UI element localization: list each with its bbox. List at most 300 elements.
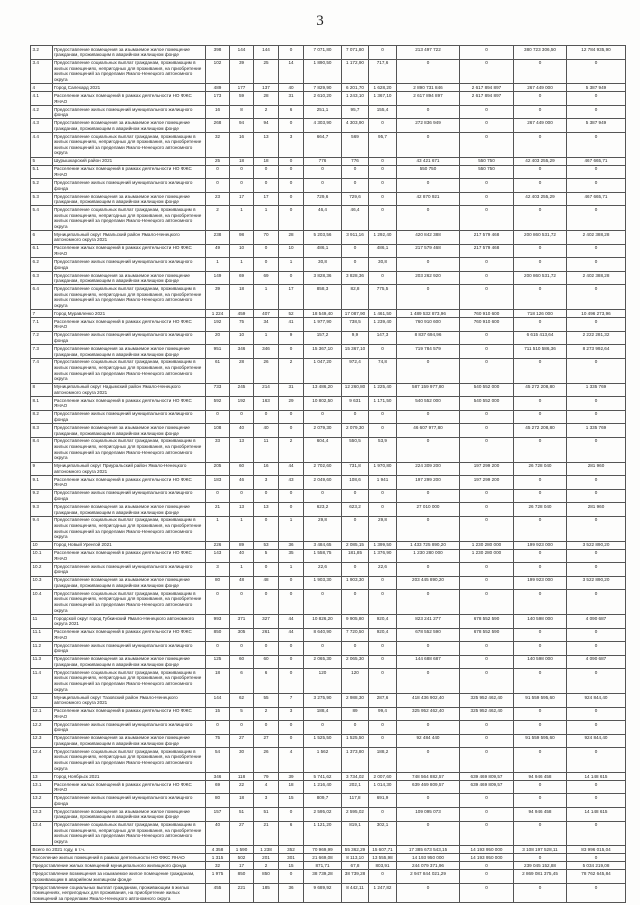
row-description-cell: Предоставление социальных выплат гражданам, проживающим в жилых помещениях, непригодных для проживания, на приобретение жилых помещений за пределами Ямало-Ненецкого автономного округа [53,285,206,310]
value-cell: 22,6 [369,563,397,577]
value-cell: 0 [254,411,279,425]
value-cell: 91 559 595,60 [514,694,567,708]
value-cell: 2 617 894 897 [460,84,514,92]
value-cell: 217 579 468 [460,231,514,245]
value-cell: 217 579 468 [397,245,460,259]
value-cell: 592 [206,397,230,411]
value-cell: 15 367,10 [342,345,369,359]
value-cell: 924 844,40 [567,694,626,708]
value-cell: 0 [514,708,567,722]
value-cell: 459 [230,310,254,318]
value-cell: 144 [206,694,230,708]
value-cell: 729,6 [304,193,342,207]
value-cell: 281 960 [567,463,626,477]
value-cell: 13 486,20 [304,384,342,398]
value-cell: 199 923 000 [514,577,567,591]
value-cell: 0 [567,854,626,862]
value-cell: 325 952 462,40 [460,694,514,708]
value-cell: 1 373,80 [342,748,369,773]
row-description-cell: Город Салехард 2021 [53,84,206,92]
table-row [31,808,626,822]
value-cell: 177 [230,84,254,92]
value-cell: 42 403 255,29 [514,193,567,207]
value-cell: 0 [397,490,460,504]
value-cell: 22 [230,781,254,795]
value-cell: 3 522 890,20 [567,542,626,550]
value-cell: 0 [460,119,514,133]
value-cell: 2 [254,106,279,120]
value-cell: 733 [206,384,230,398]
value-cell: 0 [567,629,626,643]
value-cell: 0 [397,206,460,231]
value-cell: 41 [279,318,304,332]
value-cell: 30,8 [369,258,397,272]
value-cell: 6 [279,822,304,847]
table-row [31,179,626,193]
value-cell: 8 [230,106,254,120]
value-cell: 239 045 152,88 [514,862,567,870]
value-cell: 0 [304,179,342,193]
value-cell: 1 239,40 [369,318,397,332]
value-cell: 2 [279,359,304,384]
value-cell: 604,4 [304,438,342,463]
value-cell: 4 303,90 [304,119,342,133]
row-number-cell: 9.3 [31,503,53,517]
value-cell: 0 [369,193,397,207]
row-description-cell: Предоставление возмещения за изымаемое жилое помещение гражданам, проживающим в аварийном жилищном фонде [53,656,206,670]
value-cell: 0 [342,590,369,615]
table-row [31,503,626,517]
row-description-cell: Расселение жилых помещений в рамках деятельности НО ФЖС ЯНАО [53,397,206,411]
value-cell: 0 [567,206,626,231]
value-cell: 197 299 200 [397,476,460,490]
value-cell: 10 496 273,96 [567,310,626,318]
row-description-cell: Предоставление жилых помещений муниципального жилищного фонда [53,332,206,346]
value-cell: 0 [369,656,397,670]
value-cell: 540 552 000 [397,397,460,411]
value-cell: 140 598 000 [514,615,567,629]
value-cell: 18 [230,794,254,808]
value-cell: 17 [230,862,254,870]
value-cell: 0 [304,411,342,425]
value-cell: 993 [206,615,230,629]
value-cell: 15 367,10 [304,345,342,359]
value-cell: 1 [230,517,254,542]
value-cell: 623,2 [342,503,369,517]
value-cell: 261 [254,629,279,643]
value-cell: 4 [254,781,279,795]
value-cell: 21 669,08 [304,854,342,862]
value-cell: 188,4 [304,708,342,722]
table-row [31,656,626,670]
value-cell: 9 905,80 [342,615,369,629]
value-cell: 1 243,10 [342,92,369,106]
value-cell: 0 [369,424,397,438]
table-row [31,84,626,92]
value-cell: 3 734,02 [342,773,369,781]
value-cell: 0 [304,490,342,504]
value-cell: 587 159 977,80 [397,384,460,398]
value-cell: 46 [230,476,254,490]
row-number-cell: 12 [31,694,53,708]
value-cell: 53 [254,542,279,550]
value-cell: 0 [460,272,514,286]
value-cell: 1 367,10 [369,92,397,106]
value-cell: 1 [279,563,304,577]
value-cell: 0 [254,721,279,735]
value-cell: 188,2 [369,748,397,773]
value-cell: 858,3 [304,285,342,310]
value-cell: 203 445 890,20 [397,577,460,591]
table-row [31,822,626,847]
row-description-cell: Предоставление жилых помещений муниципального жилищного фонда [53,794,206,808]
row-number-cell: 5.2 [31,179,53,193]
row-description-cell: Предоставление возмещения за изымаемое жилое помещение гражданам, проживающим в аварийном жилищном фонде [53,272,206,286]
value-cell: 711 510 586,36 [514,345,567,359]
value-cell: 0 [342,179,369,193]
value-cell: 2 065,30 [304,656,342,670]
value-cell: 183 [206,476,230,490]
value-cell: 0 [514,669,567,694]
value-cell: 301 [279,854,304,862]
value-cell: 30,8 [304,258,342,272]
value-cell: 678 552 590 [397,629,460,643]
value-cell: 0 [567,822,626,847]
table-row [31,590,626,615]
table-row [31,781,626,795]
value-cell: 7 071,80 [304,46,342,60]
value-cell: 21 [206,503,230,517]
value-cell: 55 [254,694,279,708]
row-number-cell: 13.2 [31,794,53,808]
row-description-cell: Шурышкарский район 2021 [53,158,206,166]
value-cell: 40 [254,424,279,438]
value-cell: 0 [460,46,514,60]
value-cell: 0 [206,642,230,656]
value-cell: 0 [254,563,279,577]
value-cell: 69 [254,272,279,286]
value-cell: 1 224 [206,310,230,318]
value-cell: 2 890 731 846 [397,84,460,92]
value-cell: 0 [460,721,514,735]
value-cell: 18 [206,669,230,694]
value-cell: 25 [254,60,279,85]
table-row [31,846,626,854]
value-cell: 1 216,40 [304,781,342,795]
resettlement-table [30,45,626,903]
value-cell: 91 559 595,60 [514,735,567,749]
table-row [31,119,626,133]
value-cell: 0 [206,179,230,193]
row-description-cell: Предоставление жилых помещений муниципального жилищного фонда [53,642,206,656]
value-cell: 1 225,40 [369,384,397,398]
value-cell: 17 087,90 [342,310,369,318]
value-cell: 0 [460,870,514,884]
value-cell: 0 [279,193,304,207]
value-cell: 0 [460,285,514,310]
value-cell: 0 [279,424,304,438]
value-cell: 1 014,30 [369,781,397,795]
value-cell: 9 631 [342,397,369,411]
value-cell: 0 [567,106,626,120]
row-number-cell: 12.1 [31,708,53,722]
value-cell: 0 [460,179,514,193]
value-cell: 13 [230,438,254,463]
value-cell: 0 [254,258,279,272]
value-cell: 35 [279,550,304,564]
value-cell: 0 [567,92,626,106]
table-row [31,854,626,862]
value-cell: 52 [279,310,304,318]
table-row [31,438,626,463]
value-cell: 467 665,71 [567,158,626,166]
value-cell: 0 [514,285,567,310]
value-cell: 3 828,36 [342,272,369,286]
value-cell: 214 [254,384,279,398]
table-row [31,773,626,781]
value-cell: 13 [254,503,279,517]
value-cell: 1 489 532 873,96 [397,310,460,318]
row-number-cell: 3.2 [31,46,53,60]
value-cell: 0 [460,332,514,346]
table-row [31,615,626,629]
value-cell: 540 552 000 [460,384,514,398]
value-cell: 0 [514,206,567,231]
value-cell: 27 [230,822,254,847]
value-cell: 0 [514,106,567,120]
value-cell: 0 [369,735,397,749]
value-cell: 32 [206,133,230,158]
row-description-cell: Предоставление возмещения за изымаемое жилое помещение гражданам, проживающим в аварийном жилищном фонде [53,503,206,517]
row-number-cell: 13.1 [31,781,53,795]
value-cell: 0 [567,60,626,85]
value-cell: 0 [369,119,397,133]
value-cell: 0 [397,106,460,120]
value-cell: 0 [567,884,626,903]
value-cell: 14 [279,60,304,85]
value-cell: 346 [254,345,279,359]
value-cell: 0 [230,490,254,504]
value-cell: 0 [342,411,369,425]
value-cell: 455 [206,884,230,903]
value-cell: 108,6 [342,476,369,490]
value-cell: 157 [206,808,230,822]
value-cell: 7 [279,694,304,708]
value-cell: 14 193 950 000 [460,854,514,862]
value-cell: 5 034 219,08 [567,862,626,870]
value-cell: 2 049,60 [304,476,342,490]
value-cell: 0 [254,166,279,180]
row-number-cell: 9.4 [31,517,53,542]
value-cell: 1 399,50 [369,542,397,550]
value-cell: 3 828,36 [304,272,342,286]
value-cell: 371 [230,615,254,629]
value-cell: 486,1 [369,245,397,259]
table-row [31,166,626,180]
value-cell: 201 [254,854,279,862]
value-cell: 48 [254,577,279,591]
value-cell: 94 [254,119,279,133]
value-cell: 731,8 [342,463,369,477]
value-cell: 14 193 950 000 [460,846,514,854]
value-cell: 0 [514,166,567,180]
value-cell: 0 [254,517,279,542]
value-cell: 7 829,90 [304,84,342,92]
value-cell: 1 461,50 [369,310,397,318]
value-cell: 0 [342,490,369,504]
value-cell: 0 [567,245,626,259]
row-description-cell: Расселение жилых помещений в рамках деятельности НО ФЖС ЯНАО [53,245,206,259]
value-cell: 1 335 769 [567,384,626,398]
value-cell: 3 [254,794,279,808]
value-cell: 0 [514,438,567,463]
value-cell: 1 238 [254,846,279,854]
row-number-cell: 4.1 [31,92,53,106]
value-cell: 0 [304,642,342,656]
value-cell: 0 [397,563,460,577]
row-description-cell: Муниципальный округ Надымский район Ямало-Ненецкого автономного округа 2021 [53,384,206,398]
value-cell: 137 [254,84,279,92]
row-description-cell: Предоставление социальных выплат гражданам, проживающим в жилых помещениях, непригодных для проживания, на приобретение жилых помещений за пределами Ямало-Ненецкого автономного округа [53,133,206,158]
value-cell: 0 [460,669,514,694]
value-cell: 26 [254,748,279,773]
value-cell: 18 549,40 [304,310,342,318]
value-cell: 0 [514,258,567,272]
value-cell: 0 [567,133,626,158]
value-cell: 3 275,90 [304,694,342,708]
value-cell: 1 [254,285,279,310]
value-cell: 3 108 197 528,11 [514,846,567,854]
value-cell: 3 [279,708,304,722]
value-cell: 924 844,40 [567,735,626,749]
value-cell: 718 126 000 [514,310,567,318]
value-cell: 920,4 [369,615,397,629]
row-number-cell: 5.3 [31,193,53,207]
value-cell: 0 [460,794,514,808]
value-cell: 75 [230,318,254,332]
value-cell: 1 562 [304,748,342,773]
value-cell: 760 910 600 [397,318,460,332]
value-cell: 0 [369,642,397,656]
value-cell: 38 739,28 [304,870,342,884]
value-cell: 1 [254,206,279,231]
value-cell: 40 [206,822,230,847]
value-cell: 550 750 [460,158,514,166]
value-cell: 0 [397,359,460,384]
value-cell: 719 784 579 [397,345,460,359]
value-cell: 1 [279,517,304,542]
value-cell: 0 [567,258,626,272]
value-cell: 44 [279,463,304,477]
value-cell: 550 750 [397,166,460,180]
value-cell: 69 [206,781,230,795]
value-cell: 16 [254,463,279,477]
value-cell: 1 [230,206,254,231]
value-cell: 13 [254,133,279,158]
row-description-cell: Предоставление социальных выплат гражданам, проживающим в жилых помещениях, непригодных для проживания, на приобретение жилых помещений за пределами Ямало-Ненецкого автономного округа [53,60,206,85]
value-cell: 0 [514,133,567,158]
value-cell: 0 [397,748,460,773]
value-cell: 55 362,29 [342,846,369,854]
value-cell: 0 [279,577,304,591]
row-description-cell: Предоставление жилых помещений муниципального жилищного фонда [53,721,206,735]
value-cell: 0 [567,359,626,384]
value-cell: 0 [514,781,567,795]
row-description-cell: Предоставление возмещения за изымаемое жилое помещение гражданам, проживающим в аварийном жилищном фонде [53,46,206,60]
value-cell: 0 [514,318,567,332]
table-row [31,158,626,166]
value-cell: 0 [206,721,230,735]
value-cell: 1 975 [206,870,230,884]
value-cell: 420 842 388 [397,231,460,245]
value-cell: 1 292,40 [369,231,397,245]
value-cell: 4 090 687 [567,615,626,629]
value-cell: 0 [369,808,397,822]
value-cell: 11 [254,438,279,463]
value-cell: 0 [369,590,397,615]
value-cell: 0 [206,590,230,615]
value-cell: 0 [254,590,279,615]
row-number-cell: 3.4 [31,60,53,85]
value-cell: 0 [230,721,254,735]
value-cell: 0 [206,411,230,425]
value-cell: 920,4 [369,629,397,643]
value-cell: 664,7 [304,133,342,158]
row-number-cell: 8.2 [31,411,53,425]
value-cell: 0 [567,563,626,577]
value-cell: 28 [254,92,279,106]
table-row [31,563,626,577]
row-number-cell: 4.2 [31,106,53,120]
row-description-cell: Муниципальный округ Тазовский район Ямало-Ненецкого автономного округа 2021 [53,694,206,708]
row-description-cell: Предоставление жилых помещений муниципального жилищного фонда [53,179,206,193]
value-cell: 43 421 671 [397,158,460,166]
value-cell: 0 [369,46,397,60]
value-cell: 819,1 [342,822,369,847]
value-cell: 0 [460,503,514,517]
row-number-cell: 7 [31,310,53,318]
value-cell: 1 [279,258,304,272]
value-cell: 75 [206,735,230,749]
value-cell: 0 [304,590,342,615]
value-cell: 0 [460,808,514,822]
value-cell: 0 [230,179,254,193]
value-cell: 0 [514,92,567,106]
value-cell: 17 385 673 543,15 [397,846,460,854]
value-cell: 4 303,90 [342,119,369,133]
value-cell: 62 [230,694,254,708]
value-cell: 4 [279,748,304,773]
value-cell: 0 [397,411,460,425]
value-cell: 0 [342,245,369,259]
value-cell: 0 [397,179,460,193]
value-cell: 61 [206,359,230,384]
value-cell: 34 [254,318,279,332]
table-row [31,318,626,332]
value-cell: 36 [279,884,304,903]
table-row [31,708,626,722]
value-cell: 2 947 844 021,29 [397,870,460,884]
value-cell: 951 [206,345,230,359]
value-cell: 13 555,98 [369,854,397,862]
value-cell: 305 [230,629,254,643]
value-cell: 380 723 306,50 [514,46,567,60]
value-cell: 40 [230,550,254,564]
value-cell: 143 [206,550,230,564]
value-cell: 1 230 280 000 [460,550,514,564]
row-number-cell: 13.4 [31,822,53,847]
value-cell: 1 433 725 890,20 [397,542,460,550]
